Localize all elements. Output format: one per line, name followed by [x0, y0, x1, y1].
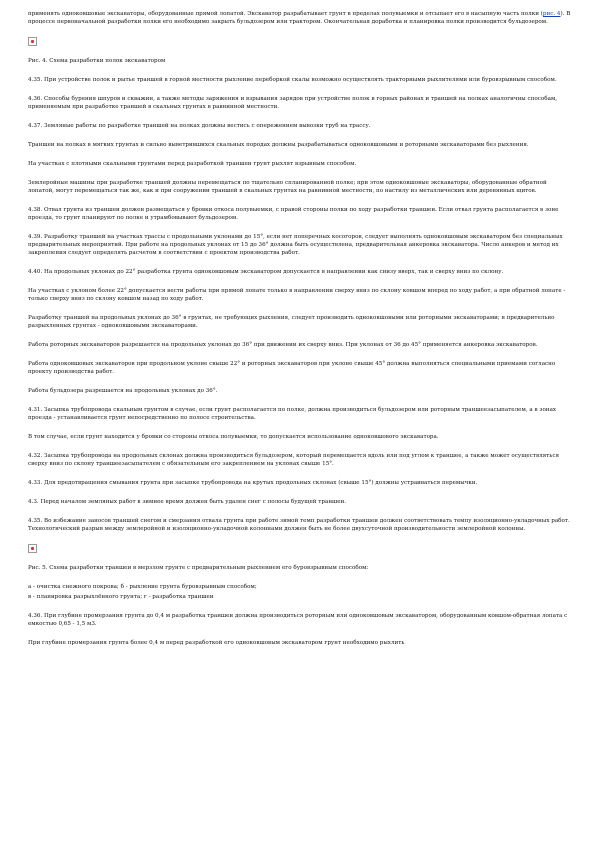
- paragraph: На участках с уклоном более 22° допускается вести работы при прямой лопате только в направлении сверху вниз по склону ковшом вперед по ходу работ, а при обратной лопате - только сверху вниз по склону ковшом назад по ходу работ.: [28, 288, 566, 302]
- paragraph: 4.36. Способы бурения шпуров и скважин, а также методы заряжения и взрывания зарядов при устройстве полок в горных районах и траншей на полках аналогичны способам, применяемым при разработке траншей в скальных грунтах в равнинной местности.: [28, 96, 558, 110]
- figure-5-legend-line: а - очистка снежного покрова; б - рыхление грунта буровзрывным способом;: [28, 584, 257, 590]
- broken-image-icon: [28, 37, 37, 46]
- paragraph: 4.37. Земляные работы по разработке траншей на полках должны вестись с опережением вывозки труб на трассу.: [28, 123, 371, 129]
- paragraph: 4.35. Во избежание заносов траншей снегом и смерзания отвала грунта при работе зимой темп разработки траншеи должен соответствовать темпу изоляционно-укладочных работ. Технологический разрыв между землеройной и изоляционно-укладочной колоннами должен быть не более двухсуточной производительности землеройной колонны.: [28, 518, 570, 532]
- figure-5-legend-line: в - планировка разрыхлённого грунта; г - разработка траншеи: [28, 594, 214, 600]
- paragraph: 4.38. Отвал грунта из траншеи должен размещаться у бровки откоса полувыемки, с правой стороны полки по ходу разработки траншеи. Если отвал грунта располагается в зоне проезда, то грунт планируют по полке и утрамбовывают бульдозером.: [28, 207, 559, 221]
- paragraph: Разработку траншей на продольных уклонах до 36° в грунтах, не требующих рыхления, следует производить одноковшовыми или роторными экскаваторами; в предварительно разрыхленных грунтах - одноковшовыми экскаваторами.: [28, 315, 555, 329]
- paragraph: 4.32. Засыпка трубопровода на продольных склонах должна производиться бульдозером, который перемещается вдоль или под углом к траншее, а также может осуществляться сверху вниз по склону траншеезасыпателем с обязательным его закреплением на уклонах свыше 15°.: [28, 453, 559, 467]
- figure-5-caption: Рис. 5. Схема разработки траншеи в мерзлом грунте с предварительным рыхлением его буровзрывным способом:: [28, 565, 369, 571]
- paragraph: 4.31. Засыпка трубопровода скальным грунтом в случае, если грунт располагается по полке, должна производиться бульдозером или роторным траншеезасыпателем, а в зонах проезда - устанавливается грунт непосредственно по полосе строительства.: [28, 407, 557, 421]
- paragraph: Работа роторных экскаваторов разрешается на продольных уклонах до 36° при движении их сверху вниз. При уклонах от 36 до 45° применяется анкеровка экскаваторов.: [28, 342, 538, 348]
- paragraph: Работа одноковшовых экскаваторов при продольном уклоне свыше 22° и роторных экскаваторов при уклоне свыше 45° должна выполняться специальными приемами согласно проекту производства работ.: [28, 361, 556, 375]
- paragraph: 4.3. Перед началом земляных работ в зимнее время должен быть удален снег с полосы будущей траншеи.: [28, 499, 347, 505]
- paragraph: 4.36. При глубине промерзания грунта до 0,4 м разработка траншеи должна производиться роторным или одноковшовым экскаватором, оборудованным ковшом-обратная лопата с емкостью 0,65 - 1,5 м3.: [28, 613, 568, 627]
- figure-4-caption: Рис. 4. Схема разработки полок экскаватором: [28, 58, 166, 64]
- broken-image-icon: [28, 544, 37, 553]
- paragraph: Работа бульдозера разрешается на продольных уклонах до 36°.: [28, 388, 218, 394]
- paragraph-intro: [28, 10, 573, 26]
- paragraph: 4.40. На продольных уклонах до 22° разработка грунта одноковшовым экскаватором допускается в направлении как снизу вверх, так и сверху вниз по склону.: [28, 269, 504, 275]
- paragraph: Землеройные машины при разработке траншей должны перемещаться по тщательно спланированной полке; при этом одноковшовые экскаваторы, оборудованные обратной лопатой, могут перемещаться так же, как и при сооружении траншей в скальных грунтах на равнинной местности, по настилу из металлических или деревянных щитов.: [28, 180, 547, 194]
- paragraph: 4.39. Разработку траншей на участках трассы с продольными уклонами до 15°, если нет поперечных косогоров, следует выполнять одноковшовым экскаватором без специальных предварительных мероприятий. При работе на продольных уклонах от 15 до 36° должна быть осуществлена, предварительная анкеровка экскаватора. Число анкеров и метод их закрепления следует определять расчетом в соответствии с проектом производства работ.: [28, 234, 563, 256]
- paragraph: 4.33. Для предотвращения смывания грунта при засыпке трубопровода на крутых продольных склонах (свыше 15°) должны устраиваться перемычки.: [28, 480, 478, 486]
- figure-4-link[interactable]: рис. 4: [542, 11, 561, 17]
- paragraph: 4.35. При устройстве полок и рытье траншей в горной местности рыхление переборкой скалы возможно осуществлять тракторными рыхлителями или буровзрывным способом.: [28, 77, 557, 83]
- document-page: [28, 10, 573, 658]
- paragraph-text: ). В процессе первоначальной разработки полки его необходимо закрыть бульдозером или трактором. Окончательная доработка и планировка полки производится бульдозером.: [28, 11, 571, 25]
- paragraph: На участках с плотными скальными грунтами перед разработкой траншеи грунт рыхлят взрывным способом.: [28, 161, 357, 167]
- paragraph-text: применять одноковшовые экскаваторы, оборудованные прямой лопатой. Экскаватор разрабатывает грунт в пределах полувыемки и отсыпает его в насыпную часть полки (: [28, 11, 543, 17]
- paragraph: Траншеи на полках в мягких грунтах и сильно выветрившихся скальных породах должны разрабатываться одноковшовыми и роторными экскаваторами без рыхления.: [28, 142, 529, 148]
- paragraph: В том случае, если грунт находится у бровки со стороны откоса полувыемки, то допускается использование одноковшового экскаватора.: [28, 434, 439, 440]
- paragraph: При глубине промерзания грунта более 0,4 м перед разработкой его одноковшовым экскаватором грунт необходимо рыхлить: [28, 640, 405, 646]
